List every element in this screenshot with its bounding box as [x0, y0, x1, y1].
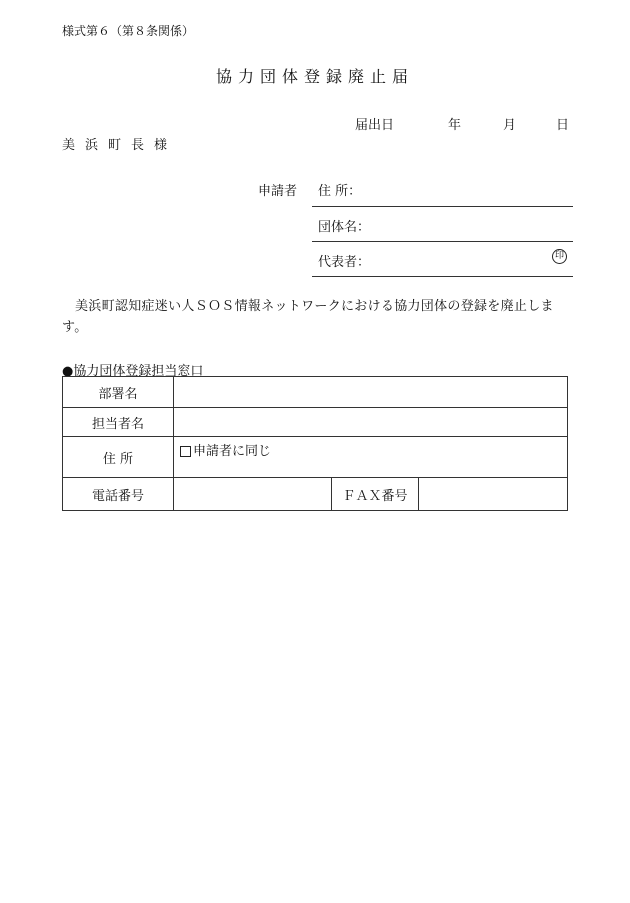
form-reference: 様式第６（第８条関係）	[62, 24, 195, 38]
organization-name-field[interactable]	[312, 207, 573, 242]
fax-input-cell[interactable]	[419, 478, 568, 511]
phone-input-cell[interactable]	[174, 478, 332, 511]
seal-icon: 印	[552, 249, 567, 264]
representative-field[interactable]	[312, 242, 573, 277]
contact-address-label: 住 所	[63, 437, 174, 478]
addressee: 美浜町長様	[62, 138, 178, 153]
dept-input-cell[interactable]	[174, 377, 568, 408]
same-as-applicant-checkbox[interactable]	[180, 446, 191, 457]
dept-label: 部署名	[63, 377, 174, 408]
contact-table	[62, 376, 568, 511]
table-row	[63, 377, 568, 408]
phone-label: 電話番号	[63, 478, 174, 511]
person-label: 担当者名	[63, 408, 174, 437]
applicant-address-field[interactable]	[312, 172, 573, 207]
contact-address-cell[interactable]	[174, 437, 568, 478]
date-month-label: 月	[503, 118, 517, 133]
organization-name-label: 団体名：	[318, 220, 371, 235]
contact-section-heading: ●協力団体登録担当窓口	[62, 364, 204, 379]
fax-label: ＦＡＸ番号	[332, 478, 419, 511]
person-input-cell[interactable]	[174, 408, 568, 437]
applicant-address-label: 住 所：	[318, 184, 362, 199]
table-row	[63, 437, 568, 478]
document-title: 協力団体登録廃止届	[215, 67, 414, 86]
applicant-label: 申請者	[258, 184, 298, 199]
submission-date-label: 届出日	[355, 118, 395, 133]
table-row	[63, 408, 568, 437]
date-year-label: 年	[448, 118, 462, 133]
representative-label: 代表者：	[318, 255, 371, 270]
date-day-label: 日	[556, 118, 570, 133]
same-as-applicant-label: 申請者に同じ	[193, 444, 272, 459]
table-row	[63, 478, 568, 511]
declaration-text: 美浜町認知症迷い人ＳＯＳ情報ネットワークにおける協力団体の登録を廃止します。	[62, 299, 554, 335]
